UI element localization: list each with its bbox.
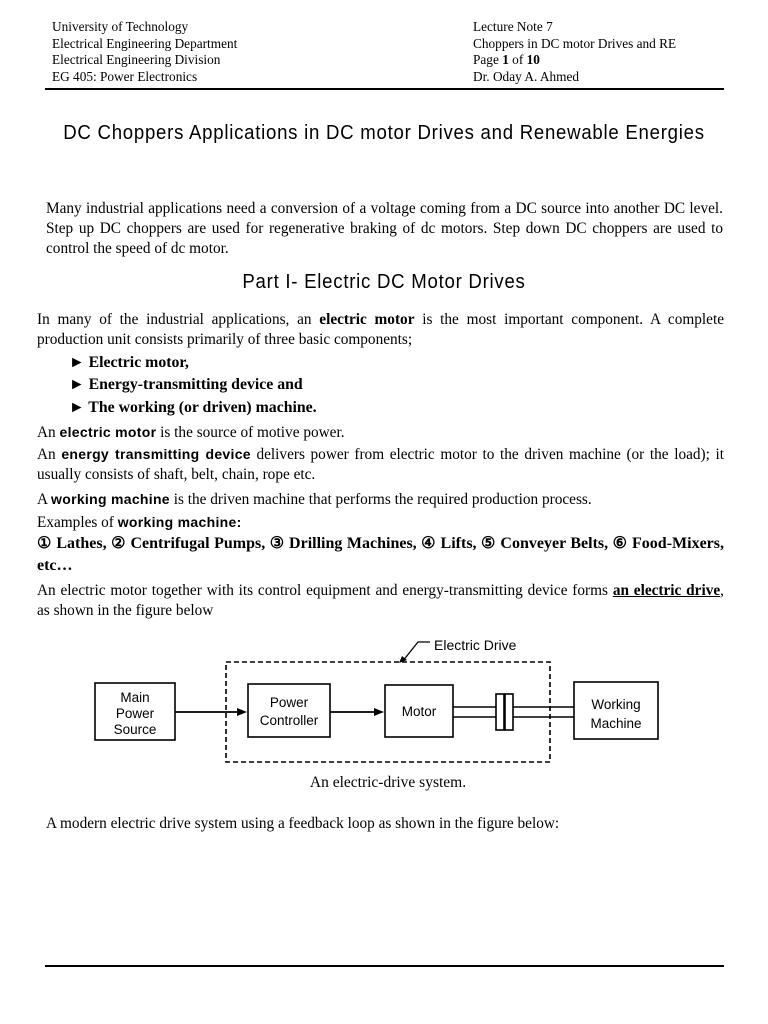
diagram-caption: An electric-drive system. xyxy=(309,774,467,791)
examples-text: Examples of xyxy=(37,514,118,531)
main-label-2: Power xyxy=(115,706,155,721)
definition-electric-motor xyxy=(37,422,724,443)
page-of: of xyxy=(512,52,524,67)
page-word: Page xyxy=(473,52,499,67)
drive-paragraph xyxy=(37,581,724,621)
part-heading: Part I- Electric DC Motor Drives xyxy=(242,271,526,293)
definition-working-machine xyxy=(37,489,724,510)
coupling-right xyxy=(505,694,513,730)
def3-term: working machine xyxy=(51,491,170,507)
intro-paragraph: Many industrial applications need a conversion of a voltage coming from a DC source into another DC level. Step up DC choppers are used for regenerative braking of dc motors. Step down DC choppers are used to control the speed of dc motor. xyxy=(46,200,723,257)
header-page-number xyxy=(473,52,676,69)
motor-label: Motor xyxy=(401,704,437,719)
def3-text-a: A xyxy=(37,491,52,508)
header-author: Dr. Oday A. Ahmed xyxy=(473,68,579,84)
bullet-energy-device: ► Energy-transmitting device and xyxy=(69,376,303,393)
page-title: DC Choppers Applications in DC motor Drives and Renewable Energies xyxy=(63,122,705,144)
power-label-2: Controller xyxy=(259,713,319,728)
drive-underlined-term: an electric drive xyxy=(612,582,721,599)
power-label-1: Power xyxy=(269,695,309,710)
header-department: Electrical Engineering Department xyxy=(52,35,238,51)
header-rule xyxy=(45,88,724,90)
working-label-1: Working xyxy=(591,697,641,712)
page-total: 10 xyxy=(526,52,540,67)
header-lecture: Lecture Note 7 xyxy=(473,19,553,34)
drive-text-c: , as shown in the figure below xyxy=(37,582,724,619)
footer-rule xyxy=(45,965,724,967)
bullet-working-machine: ► The working (or driven) machine. xyxy=(69,399,317,416)
examples-list: ① Lathes, ② Centrifugal Pumps, ③ Drilling Machines, ④ Lifts, ⑤ Conveyer Belts, ⑥ Food-Mixers, etc… xyxy=(37,535,724,574)
bullet-electric-motor: ► Electric motor, xyxy=(69,354,189,371)
examples-intro xyxy=(37,512,724,533)
drive-text-a: An electric motor together with its control equipment and energy-transmitting device forms xyxy=(37,582,613,599)
electric-drive-label: Electric Drive xyxy=(434,637,517,653)
header-left xyxy=(52,19,237,85)
closing-paragraph: A modern electric drive system using a feedback loop as shown in the figure below: xyxy=(46,815,560,832)
arrowhead-controller xyxy=(237,708,247,716)
header-university: University of Technology xyxy=(52,19,189,34)
electric-drive-pointer xyxy=(402,642,430,662)
arrowhead-motor xyxy=(374,708,384,716)
header-topic: Choppers in DC motor Drives and RE xyxy=(473,35,677,51)
def1-text-c: is the source of motive power. xyxy=(156,424,345,441)
p1-bold-term: electric motor xyxy=(319,311,415,328)
main-label-3: Source xyxy=(113,722,157,737)
page-current: 1 xyxy=(502,52,509,67)
p1-text-a: In many of the industrial applications, an xyxy=(37,311,320,328)
header-right xyxy=(473,19,676,85)
components-paragraph xyxy=(37,310,724,350)
def2-text-a: An xyxy=(37,446,62,463)
def2-text-c: delivers power from electric motor to the driven machine (or the load); it usually consists of shaft, belt, chain, rope etc. xyxy=(37,446,724,483)
def1-term: electric motor xyxy=(59,424,157,440)
working-label-2: Machine xyxy=(590,716,642,731)
electric-drive-diagram xyxy=(88,632,668,802)
def2-term: energy transmitting device xyxy=(61,446,251,462)
header-course: EG 405: Power Electronics xyxy=(52,68,198,84)
main-label-1: Main xyxy=(120,690,150,705)
power-controller-box xyxy=(248,684,330,737)
header-division: Electrical Engineering Division xyxy=(52,52,221,67)
def1-text-a: An xyxy=(37,424,60,441)
definition-energy-device xyxy=(37,444,724,485)
examples-term: working machine: xyxy=(117,514,242,530)
p1-text-c: is the most important component. A complete production unit consists primarily of three basic components; xyxy=(37,311,724,348)
def3-text-c: is the driven machine that performs the required production process. xyxy=(169,491,592,508)
coupling-left xyxy=(496,694,504,730)
